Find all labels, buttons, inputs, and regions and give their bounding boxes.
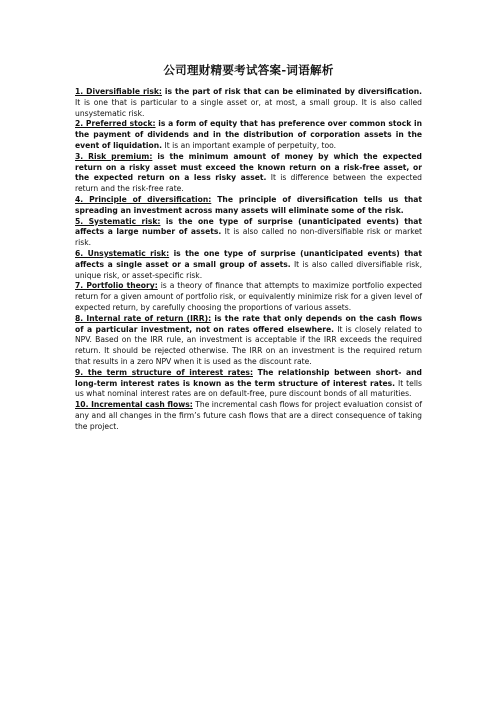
entry-definition-bold: The principle of diversification tells us that spreading an investment across many assets will eliminate some of the risk. bbox=[75, 194, 422, 215]
entry-term: 2. Preferred stock: bbox=[75, 119, 156, 129]
entry-systematic-risk bbox=[75, 217, 422, 249]
entry-portfolio-theory bbox=[75, 281, 422, 313]
entry-unsystematic-risk bbox=[75, 249, 422, 281]
entry-definition-bold: is the one type of surprise (unanticipated events) that affects a single asset or a small group of assets. bbox=[75, 248, 422, 269]
entry-risk-premium bbox=[75, 152, 422, 195]
entry-preferred-stock bbox=[75, 119, 422, 151]
entry-diversifiable-risk bbox=[75, 87, 422, 119]
entry-term: 9. the term structure of interest rates: bbox=[75, 367, 253, 377]
entry-term: 3. Risk premium: bbox=[75, 151, 153, 161]
entry-definition: It is also called diversifiable risk, unique risk, or asset-specific risk. bbox=[75, 259, 422, 280]
entry-term: 6. Unsystematic risk: bbox=[75, 248, 170, 258]
entry-definition: is a theory of finance that attempts to maximize portfolio expected return for a given amount of portfolio risk, or equivalently minimize risk for a given level of expected return, by carefully choosing the proportions of various assets. bbox=[75, 281, 422, 312]
entry-definition: It is an important example of perpetuity, too. bbox=[162, 140, 337, 150]
entry-principle-of-diversification bbox=[75, 195, 422, 217]
entry-term: 8. Internal rate of return (IRR): bbox=[75, 313, 212, 323]
entry-term: 7. Portfolio theory: bbox=[75, 281, 158, 291]
entry-definition-bold: is the part of risk that can be eliminated by diversification. bbox=[161, 87, 422, 96]
entry-term: 4. Principle of diversification: bbox=[75, 194, 212, 204]
entry-term: 10. Incremental cash flows: bbox=[75, 400, 193, 410]
document-title: 公司理财精要考试答案-词语解析 bbox=[163, 63, 334, 77]
entry-definition: It is closely related to NPV. Based on the IRR rule, an investment is acceptable if the IRR exceeds the required return. It should be rejected otherwise. The IRR on an investment is the required return that results in a zero NPV when it is used as the discount rate. bbox=[75, 324, 422, 366]
entry-term: 1. Diversifiable risk: bbox=[75, 87, 162, 96]
entry-internal-rate-of-return bbox=[75, 314, 422, 368]
entry-definition-bold: is the one type of surprise (unanticipated events) that affects a large number of assets. bbox=[75, 216, 422, 237]
entry-definition: It is difference between the expected return and the risk-free rate. bbox=[75, 173, 422, 194]
entry-definition: It is one that is particular to a single asset or, at most, a small group. It is also called unsystematic risk. bbox=[75, 97, 422, 118]
entry-definition-bold: is the minimum amount of money by which the expected return on a risky asset must exceed the known return on a risk-free asset, or the expected return on a less risky asset. bbox=[75, 151, 422, 183]
entry-incremental-cash-flows bbox=[75, 400, 422, 432]
entry-definition: It is also called no non-diversifiable risk or market risk. bbox=[75, 227, 423, 248]
entry-definition: The incremental cash flows for project evaluation consist of any and all changes in the firm’s future cash flows that are a direct consequence of taking the project. bbox=[75, 400, 422, 431]
entry-term: 5. Systematic risk: bbox=[75, 216, 161, 226]
entry-definition-bold: The relationship between short- and long-term interest rates is known as the term structure of interest rates. bbox=[75, 367, 422, 388]
entry-definition-bold: is the rate that only depends on the cash flows of a particular investment, not on rates offered elsewhere. bbox=[75, 313, 422, 334]
entry-term-structure-of-interest-rates bbox=[75, 368, 422, 400]
entry-definition-bold: is a form of equity that has preference over common stock in the payment of dividends and in the distribution of corporation assets in the event of liquidation. bbox=[75, 119, 422, 150]
document-page bbox=[75, 62, 422, 433]
entry-definition: It tells us what nominal interest rates are on default-free, pure discount bonds of all maturities. bbox=[75, 378, 423, 399]
